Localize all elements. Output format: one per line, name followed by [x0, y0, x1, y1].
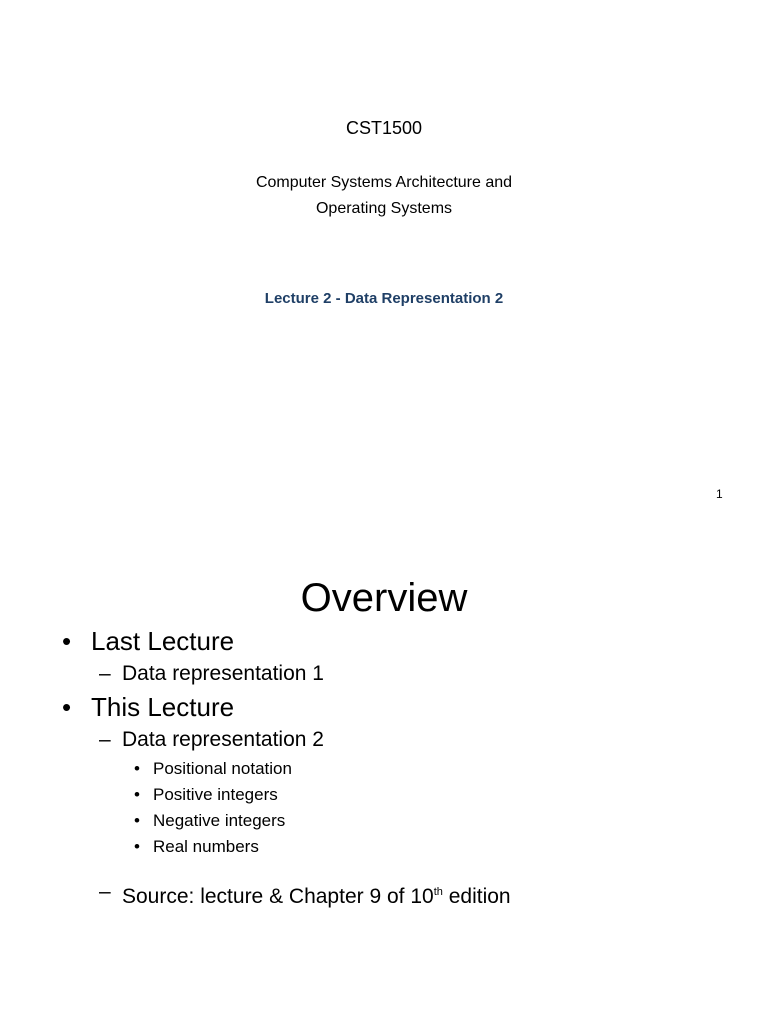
sub-bullet-item — [62, 658, 722, 690]
sub-bullet-label: Data representation 1 — [122, 662, 324, 685]
bullet-marker: • — [134, 759, 140, 778]
sub-sub-bullet-label: Negative integers — [153, 811, 286, 830]
bullet-list — [62, 624, 722, 913]
bullet-item — [62, 690, 722, 724]
source-prefix: Source: lecture & Chapter 9 of 10 — [122, 885, 434, 908]
sub-sub-bullet-label: Positional notation — [153, 759, 292, 778]
course-title — [0, 170, 768, 222]
bullet-marker: • — [134, 785, 140, 804]
course-title-line-2: Operating Systems — [315, 200, 453, 217]
dash-marker: – — [99, 880, 111, 903]
page-number: 1 — [716, 487, 723, 501]
sub-sub-bullet-item — [62, 808, 722, 834]
sub-sub-bullet-item — [62, 756, 722, 782]
sub-sub-bullet-item — [62, 782, 722, 808]
dash-marker: – — [99, 728, 111, 751]
bullet-marker: • — [62, 692, 72, 722]
dash-marker: – — [99, 662, 111, 685]
bullet-marker: • — [134, 837, 140, 856]
bullet-label: This Lecture — [91, 692, 235, 722]
source-superscript: th — [433, 886, 443, 898]
slide-heading: Overview — [300, 576, 468, 620]
sub-sub-bullet-item — [62, 834, 722, 860]
course-code: CST1500 — [345, 118, 423, 138]
bullet-item — [62, 624, 722, 658]
sub-sub-bullet-label: Positive integers — [153, 785, 278, 804]
sub-bullet-label: Data representation 2 — [122, 728, 324, 751]
bullet-label: Last Lecture — [91, 626, 235, 656]
bullet-marker: • — [62, 626, 72, 656]
overview-slide — [0, 524, 768, 1024]
source-suffix: edition — [442, 885, 511, 908]
lecture-title: Lecture 2 - Data Representation 2 — [264, 290, 504, 307]
course-title-line-1: Computer Systems Architecture and — [255, 174, 513, 191]
sub-bullet-item — [62, 724, 722, 756]
bullet-marker: • — [134, 811, 140, 830]
spacer — [62, 860, 722, 876]
sub-sub-bullet-label: Real numbers — [153, 837, 259, 856]
source-item — [62, 876, 722, 913]
